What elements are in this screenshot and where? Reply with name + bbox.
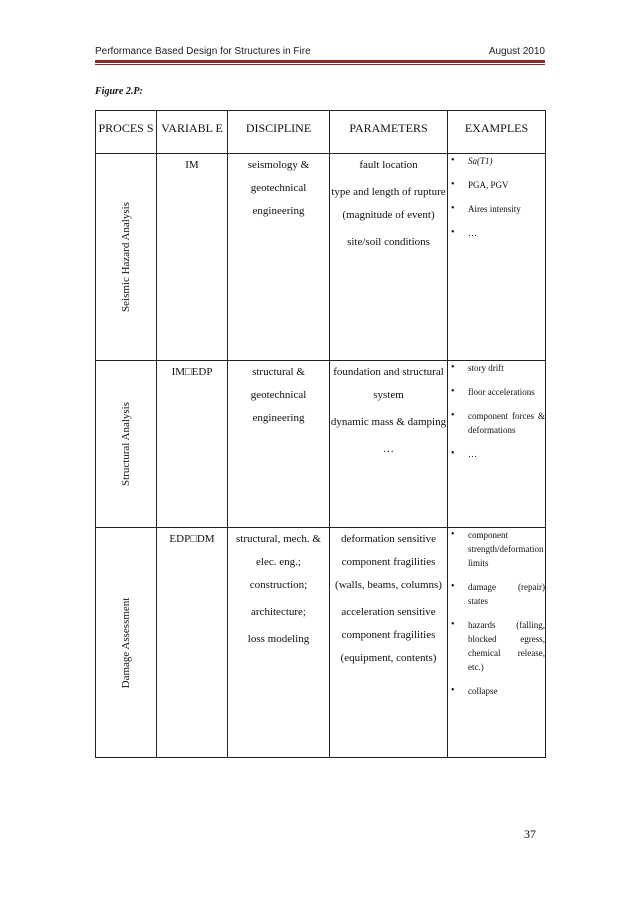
process-label: Damage Assessment: [120, 597, 132, 688]
header-title: Performance Based Design for Structures in Fire: [95, 46, 311, 57]
variable-value: IM□EDP: [171, 366, 213, 378]
bullet-icon: •: [451, 448, 455, 459]
variable-cell: [157, 528, 228, 758]
discipline-line: geotechnical: [250, 389, 307, 401]
bullet-icon: •: [451, 227, 455, 238]
discipline-line: loss modeling: [247, 633, 310, 645]
bullet-icon: •: [451, 410, 455, 421]
example-item: • …: [451, 227, 477, 238]
example-item: • …: [451, 448, 477, 459]
discipline-line: engineering: [252, 412, 305, 424]
discipline-cell: [228, 528, 330, 758]
parameter-item: deformation sensitive component fragilities (walls, beams, columns): [335, 533, 442, 591]
discipline-line: geotechnical: [250, 182, 307, 194]
example-item: • story drift: [451, 362, 504, 373]
process-label: Seismic Hazard Analysis: [120, 202, 132, 312]
parameter-item: site/soil conditions: [347, 236, 430, 248]
figure-label: Figure 2.P:: [95, 86, 143, 97]
bullet-icon: •: [451, 619, 455, 630]
parameter-item: foundation and structural system: [333, 366, 444, 401]
page-header: [95, 46, 545, 60]
example-item: • floor accelerations: [451, 386, 535, 397]
parameter-item: type and length of rupture (magnitude of event): [331, 186, 446, 221]
table-row: [96, 154, 546, 361]
process-cell: [96, 154, 157, 361]
column-header-examples: EXAMPLES: [448, 111, 546, 154]
example-item: • PGA, PGV: [451, 179, 509, 190]
parameter-item: fault location: [359, 159, 418, 171]
process-cell: [96, 528, 157, 758]
parameter-item: …: [383, 443, 394, 455]
example-item: • Aires intensity: [451, 203, 521, 214]
discipline-cell: [228, 154, 330, 361]
column-header-process: PROCES S: [96, 111, 157, 154]
discipline-cell: [228, 361, 330, 528]
example-item: • Sa(T1): [451, 155, 493, 166]
example-item: • component forces & deformations: [451, 410, 545, 435]
table-row: [96, 361, 546, 528]
column-header-discipline: DISCIPLINE: [228, 111, 330, 154]
discipline-line: structural &: [252, 366, 305, 378]
discipline-line: architecture;: [251, 606, 306, 618]
variable-cell: [157, 361, 228, 528]
bullet-icon: •: [451, 362, 455, 373]
bullet-icon: •: [451, 581, 455, 592]
example-item: • component strength/deformation limits: [451, 529, 544, 568]
example-item: • damage (repair) states: [451, 581, 545, 606]
examples-cell: [448, 528, 546, 758]
bullet-icon: •: [451, 529, 455, 540]
bullet-icon: •: [451, 685, 455, 696]
discipline-line: seismology &: [247, 159, 310, 171]
variable-value: IM: [185, 159, 199, 171]
parameters-cell: [330, 154, 448, 361]
bullet-icon: •: [451, 179, 455, 190]
header-date: August 2010: [488, 46, 545, 57]
examples-cell: [448, 154, 546, 361]
parameter-item: acceleration sensitive component fragilities (equipment, contents): [340, 606, 437, 664]
process-cell: [96, 361, 157, 528]
discipline-line: engineering: [252, 205, 305, 217]
parameters-cell: [330, 361, 448, 528]
variable-cell: [157, 154, 228, 361]
bullet-icon: •: [451, 155, 455, 166]
analysis-table: [95, 110, 546, 758]
page-number: 37: [524, 827, 536, 841]
column-header-variable: VARIABL E: [157, 111, 228, 154]
example-item: • hazards (falling, blocked egress, chemical release, etc.): [451, 619, 545, 672]
discipline-line: structural, mech. & elec. eng.; construction;: [236, 533, 321, 591]
table-row: [96, 528, 546, 758]
parameters-cell: [330, 528, 448, 758]
parameter-item: dynamic mass & damping: [330, 416, 447, 428]
example-item: • collapse: [451, 685, 498, 696]
examples-cell: [448, 361, 546, 528]
process-label: Structural Analysis: [120, 401, 132, 487]
bullet-icon: •: [451, 203, 455, 214]
variable-value: EDP□DM: [169, 533, 215, 545]
table-header-row: [96, 111, 546, 154]
header-rule-thin: [95, 64, 545, 65]
bullet-icon: •: [451, 386, 455, 397]
header-rule-thick: [95, 60, 545, 63]
column-header-parameters: PARAMETERS: [330, 111, 448, 154]
